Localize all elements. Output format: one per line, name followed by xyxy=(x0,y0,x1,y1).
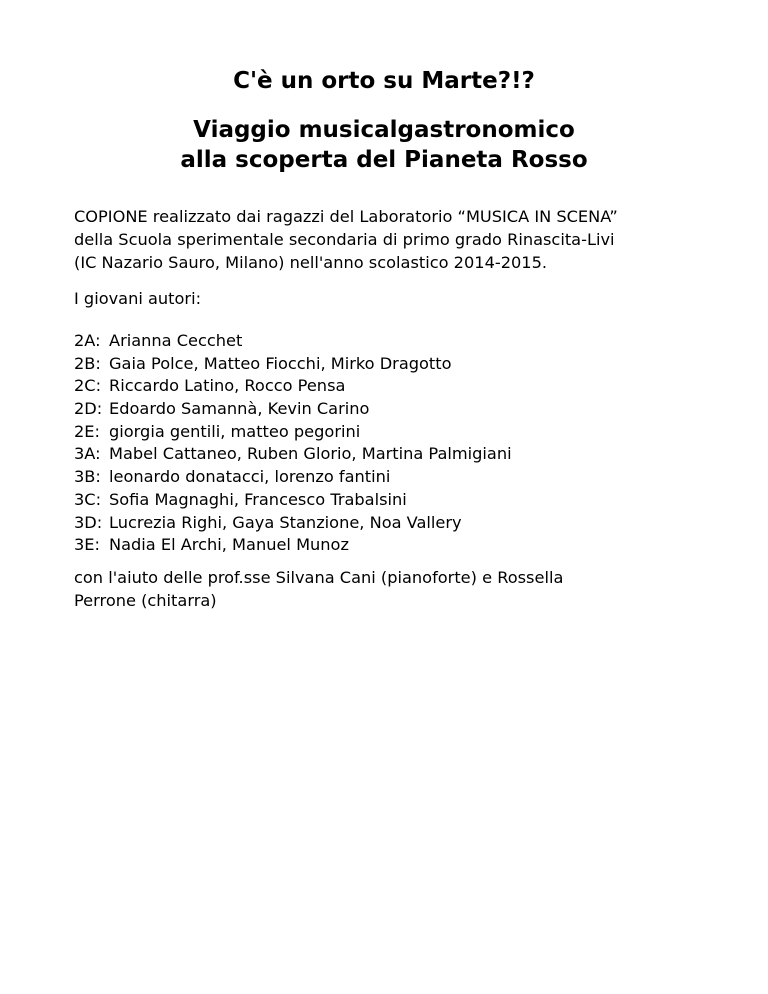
student-names: Mabel Cattaneo, Ruben Glorio, Martina Palmigiani xyxy=(109,444,512,464)
subtitle-line-1: Viaggio musicalgastronomico xyxy=(193,117,575,143)
intro-paragraph xyxy=(74,205,714,274)
student-names: Sofia Magnaghi, Francesco Trabalsini xyxy=(109,489,407,509)
student-names: Arianna Cecchet xyxy=(109,331,243,350)
class-label: 3D: xyxy=(74,512,103,532)
acknowledgements-paragraph xyxy=(74,566,714,612)
student-names: Edoardo Samannà, Kevin Carino xyxy=(109,399,370,419)
student-names: Lucrezia Righi, Gaya Stanzione, Noa Vallery xyxy=(109,512,462,532)
class-label: 2E: xyxy=(74,421,100,441)
author-row xyxy=(74,465,714,488)
class-label: 3A: xyxy=(74,444,101,464)
acknowledgements-line-1: con l'aiuto delle prof.sse Silvana Cani (pianoforte) e Rossella xyxy=(74,568,564,587)
authors-list xyxy=(74,329,714,556)
authors-heading: I giovani autori: xyxy=(74,289,202,308)
class-label: 3C: xyxy=(74,489,102,509)
intro-line-1: COPIONE realizzato dai ragazzi del Laboratorio “MUSICA IN SCENA” xyxy=(74,207,618,226)
author-row xyxy=(74,352,714,375)
author-row xyxy=(74,397,714,420)
class-label: 2D: xyxy=(74,399,103,419)
student-names: leonardo donatacci, lorenzo fantini xyxy=(109,467,391,487)
author-row xyxy=(74,488,714,511)
class-label: 3B: xyxy=(74,467,101,487)
class-label: 2A: xyxy=(74,331,101,350)
author-row xyxy=(74,442,714,465)
author-row xyxy=(74,511,714,534)
student-names: giorgia gentili, matteo pegorini xyxy=(109,421,361,441)
class-label: 2B: xyxy=(74,353,101,373)
document-title: C'è un orto su Marte?!? xyxy=(233,68,535,94)
intro-line-3: (IC Nazario Sauro, Milano) nell'anno scolastico 2014-2015. xyxy=(74,253,548,272)
document-subtitle xyxy=(0,115,768,175)
subtitle-line-2: alla scoperta del Pianeta Rosso xyxy=(180,147,588,173)
acknowledgements-line-2: Perrone (chitarra) xyxy=(74,591,217,610)
author-row xyxy=(74,420,714,443)
class-label: 3E: xyxy=(74,535,100,555)
student-names: Riccardo Latino, Rocco Pensa xyxy=(109,376,346,396)
student-names: Nadia El Archi, Manuel Munoz xyxy=(109,535,349,555)
author-row xyxy=(74,374,714,397)
author-row xyxy=(74,533,714,556)
author-row xyxy=(74,329,714,352)
class-label: 2C: xyxy=(74,376,102,396)
intro-line-2: della Scuola sperimentale secondaria di primo grado Rinascita-Livi xyxy=(74,230,615,249)
student-names: Gaia Polce, Matteo Fiocchi, Mirko Dragotto xyxy=(109,353,452,373)
